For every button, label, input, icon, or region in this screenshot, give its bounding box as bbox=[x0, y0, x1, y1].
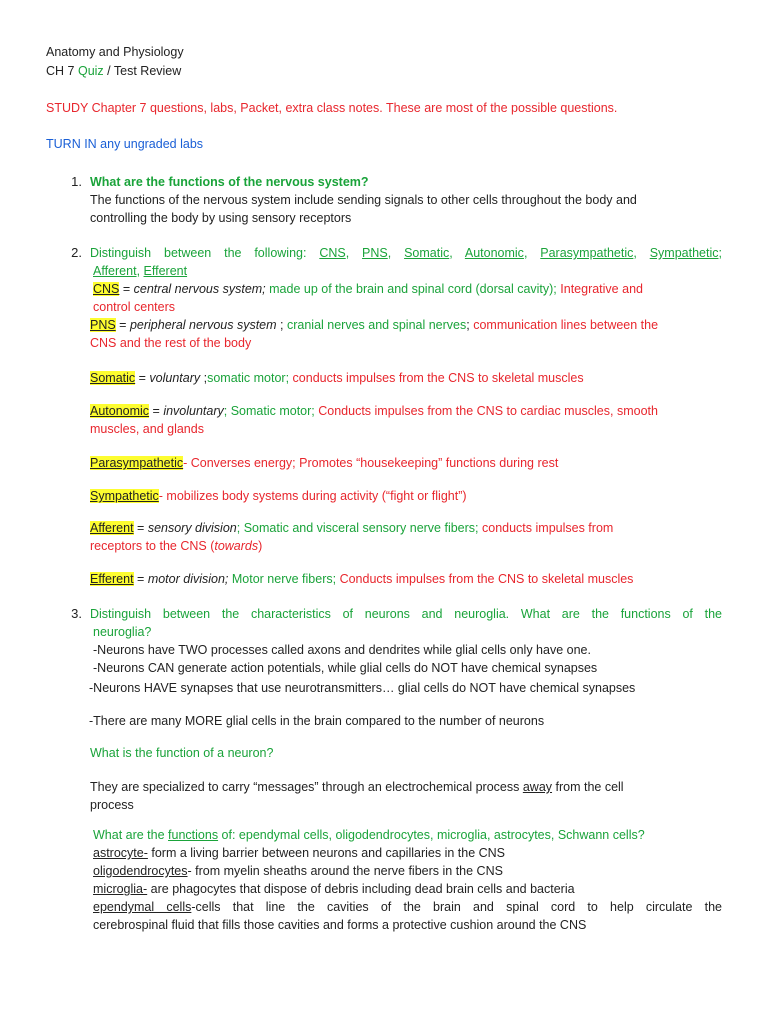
afferent-line1 bbox=[90, 520, 613, 536]
somatic-type: somatic motor; bbox=[207, 371, 290, 385]
efferent-type: Motor nerve fibers; bbox=[228, 572, 337, 586]
parasympathetic-line bbox=[90, 455, 558, 471]
quiz-label: Quiz bbox=[77, 64, 104, 78]
cns-term: CNS bbox=[93, 282, 120, 296]
q1-question: What are the functions of the nervous system? bbox=[90, 175, 369, 189]
autonomic-line1 bbox=[90, 403, 658, 419]
afferent-term: Afferent bbox=[90, 521, 134, 535]
microglia-definition: are phagocytes that dispose of debris including dead brain cells and bacteria bbox=[147, 882, 575, 896]
afferent-direction: towards bbox=[214, 539, 259, 553]
cns-structure: made up of the brain and spinal cord (dorsal cavity); bbox=[265, 282, 557, 296]
astrocyte-definition: form a living barrier between neurons and capillaries in the CNS bbox=[147, 846, 506, 860]
q2-term-sympathetic: Sympathetic bbox=[649, 246, 719, 260]
q1-answer-line1: The functions of the nervous system include sending signals to other cells throughout the body and bbox=[90, 193, 637, 207]
q1-answer-line2: controlling the body by using sensory receptors bbox=[90, 211, 352, 225]
astrocyte-term: astrocyte- bbox=[93, 846, 148, 860]
slash: / bbox=[107, 64, 111, 78]
oligodendrocyte-line bbox=[93, 863, 503, 879]
parasympathetic-term: Parasympathetic bbox=[90, 456, 184, 470]
neuron-answer-part2: from the cell bbox=[552, 780, 624, 794]
neuron-answer-part1: They are specialized to carry “messages” through an electrochemical process bbox=[90, 780, 523, 794]
cell-functions-q-underlined: functions bbox=[168, 828, 219, 842]
ependymal-term: ependymal cells bbox=[93, 900, 192, 914]
pns-structure: cranial nerves and spinal nerves bbox=[286, 318, 467, 332]
q2-term-pns: PNS bbox=[362, 246, 388, 260]
afferent-definition: sensory division bbox=[147, 521, 237, 535]
q2-term-parasympathetic: Parasympathetic bbox=[540, 246, 634, 260]
microglia-line bbox=[93, 881, 575, 897]
autonomic-eq: = bbox=[149, 404, 164, 418]
review-title bbox=[46, 63, 181, 79]
sympathetic-line bbox=[90, 488, 467, 504]
ependymal-line1 bbox=[93, 899, 722, 915]
q1-number: 1. bbox=[71, 174, 82, 189]
autonomic-line2: muscles, and glands bbox=[90, 422, 204, 436]
course-title bbox=[46, 44, 184, 60]
cns-line2: control centers bbox=[93, 300, 175, 314]
neuron-answer-away: away bbox=[522, 780, 553, 794]
pns-function: communication lines between the bbox=[469, 318, 659, 332]
afferent-function: conducts impulses from bbox=[478, 521, 614, 535]
pns-term: PNS bbox=[90, 318, 116, 332]
autonomic-function: Conducts impulses from the CNS to cardiac muscles, smooth bbox=[314, 404, 658, 418]
q3-bullet-2: -Neurons CAN generate action potentials, while glial cells do NOT have chemical synapses bbox=[93, 661, 598, 675]
q3-bullet-3: -Neurons HAVE synapses that use neurotransmitters… glial cells do NOT have chemical synapses bbox=[89, 681, 636, 695]
q3-question-line1: Distinguish between the characteristics of neurons and neuroglia. What are the functions of the bbox=[90, 607, 722, 621]
oligodendrocyte-definition: - from myelin sheaths around the nerve fibers in the CNS bbox=[187, 864, 503, 878]
pns-sep: ; bbox=[276, 318, 287, 332]
pns-line1 bbox=[90, 317, 658, 333]
parasympathetic-function: - Converses energy; Promotes “housekeeping” functions during rest bbox=[183, 456, 559, 470]
q3-bullet-4: -There are many MORE glial cells in the brain compared to the number of neurons bbox=[89, 714, 545, 728]
efferent-eq: = bbox=[133, 572, 148, 586]
microglia-term: microglia- bbox=[93, 882, 148, 896]
somatic-function: conducts impulses from the CNS to skeletal muscles bbox=[289, 371, 584, 385]
q2-question-line2: Afferent, Efferent bbox=[93, 264, 188, 278]
q2-term-somatic: Somatic bbox=[404, 246, 450, 260]
somatic-sep: ; bbox=[200, 371, 208, 385]
q2-question-line1: Distinguish between the following: CNS, PNS, Somatic, Autonomic, Parasympathetic, Sympathetic; bbox=[90, 246, 722, 260]
pns-definition: peripheral nervous system bbox=[129, 318, 277, 332]
turn-in-note: TURN IN any ungraded labs bbox=[46, 137, 204, 151]
q3-number: 3. bbox=[71, 606, 82, 621]
somatic-term: Somatic bbox=[90, 371, 136, 385]
autonomic-type: ; Somatic motor; bbox=[223, 404, 315, 418]
q3-question-line2: neuroglia? bbox=[93, 625, 152, 639]
cns-definition: central nervous system; bbox=[133, 282, 266, 296]
neuron-answer-line2: process bbox=[90, 798, 134, 812]
somatic-eq: = bbox=[135, 371, 150, 385]
ependymal-definition: -cells that line the cavities of the brain and spinal cord to help circulate the bbox=[191, 900, 722, 914]
q2-term-efferent: Efferent bbox=[143, 264, 188, 278]
neuron-answer-line1 bbox=[90, 779, 624, 795]
afferent-eq: = bbox=[133, 521, 148, 535]
autonomic-term: Autonomic bbox=[90, 404, 150, 418]
sympathetic-term: Sympathetic bbox=[90, 489, 159, 503]
q3-bullet-1: -Neurons have TWO processes called axons and dendrites while glial cells only have one. bbox=[93, 643, 591, 657]
afferent-line2 bbox=[90, 538, 262, 554]
sympathetic-function: - mobilizes body systems during activity (“fight or flight”) bbox=[158, 489, 467, 503]
cns-eq: = bbox=[119, 282, 134, 296]
cns-function: Integrative and bbox=[556, 282, 643, 296]
pns-semi: ; bbox=[466, 318, 470, 332]
afferent-type: ; Somatic and visceral sensory nerve fibers; bbox=[236, 521, 479, 535]
q2-term-afferent: Afferent bbox=[93, 264, 137, 278]
study-note: STUDY Chapter 7 questions, labs, Packet, extra class notes. These are most of the possible questions. bbox=[46, 101, 618, 115]
cell-functions-q-part1: What are the bbox=[93, 828, 169, 842]
test-review-label: Test Review bbox=[113, 64, 182, 78]
astrocyte-line bbox=[93, 845, 505, 861]
somatic-definition: voluntary bbox=[149, 371, 201, 385]
chapter-label: CH 7 bbox=[46, 64, 75, 78]
q2-term-autonomic: Autonomic bbox=[464, 246, 524, 260]
neuron-question: What is the function of a neuron? bbox=[90, 746, 274, 760]
efferent-definition: motor division; bbox=[147, 572, 229, 586]
q2-intro: Distinguish between the following: bbox=[90, 246, 307, 260]
q2-term-cns: CNS bbox=[319, 246, 346, 260]
pns-eq: = bbox=[115, 318, 130, 332]
efferent-function: Conducts impulses from the CNS to skeletal muscles bbox=[336, 572, 634, 586]
pns-line2: CNS and the rest of the body bbox=[90, 336, 252, 350]
course-name: Anatomy and Physiology bbox=[46, 45, 184, 59]
cns-line1 bbox=[93, 281, 643, 297]
afferent-close-paren: ) bbox=[258, 539, 263, 553]
q2-number: 2. bbox=[71, 245, 82, 260]
ependymal-line2: cerebrospinal fluid that fills those cavities and forms a protective cushion around the CNS bbox=[93, 918, 587, 932]
efferent-term: Efferent bbox=[90, 572, 134, 586]
cell-functions-q-part2: of: ependymal cells, oligodendrocytes, microglia, astrocytes, Schwann cells? bbox=[218, 828, 645, 842]
oligodendrocyte-term: oligodendrocytes bbox=[93, 864, 188, 878]
cell-functions-question bbox=[93, 827, 645, 843]
autonomic-definition: involuntary bbox=[163, 404, 224, 418]
efferent-line bbox=[90, 571, 633, 587]
somatic-line bbox=[90, 370, 584, 386]
afferent-function-cont: receptors to the CNS ( bbox=[90, 539, 215, 553]
